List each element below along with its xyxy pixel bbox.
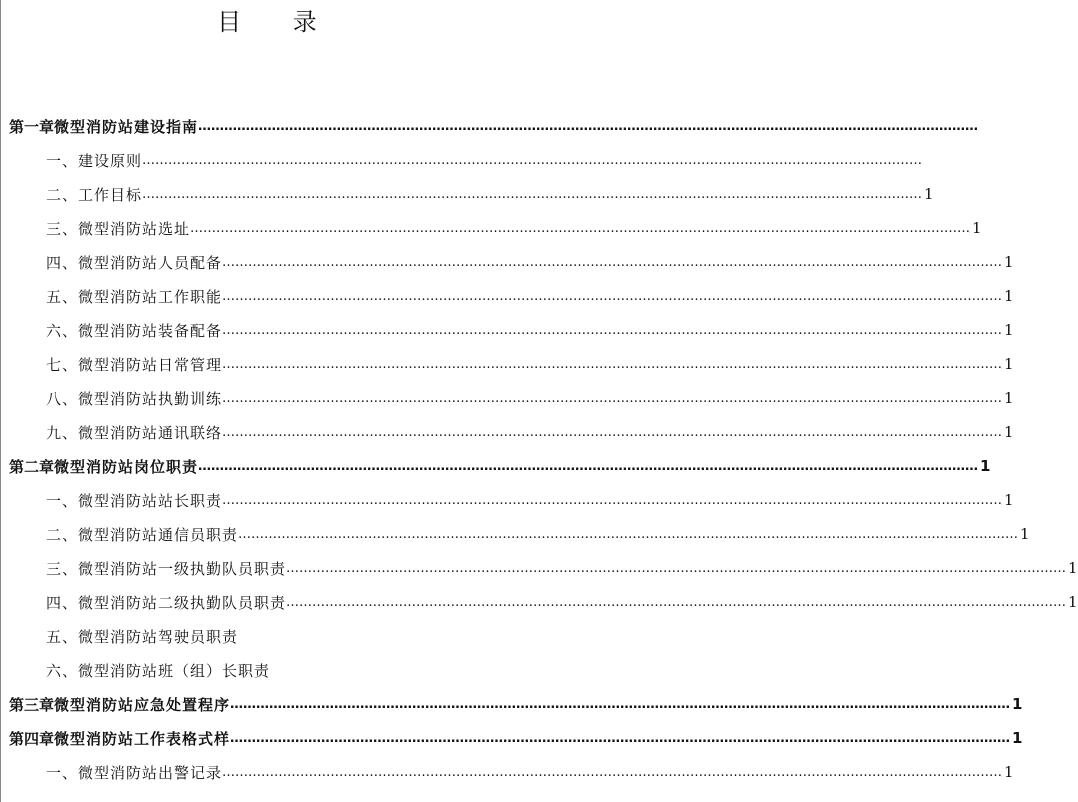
dot-leader: ……………………………………………………………………………………………………………………………………………………………… <box>238 526 1019 542</box>
toc-chapter-entry[interactable] <box>1 449 991 483</box>
toc-section-entry[interactable] <box>1 517 1030 551</box>
entry-title: 四、微型消防站二级执勤队员职责 <box>46 593 287 612</box>
entry-title: 二、微型消防站通信员职责 <box>46 525 239 544</box>
page-number: 1 <box>1004 491 1014 509</box>
dot-leader: ……………………………………………………………………………………………………………………………………………………………… <box>222 424 1003 440</box>
toc-section-entry[interactable] <box>1 653 533 687</box>
dot-leader: ……………………………………………………………………………………………………………………………………………………………… <box>190 220 971 236</box>
dot-leader: ……………………………………………………………………………………………………………………………………………………………… <box>222 390 1003 406</box>
entry-title: 一、微型消防站出警记录 <box>46 763 223 782</box>
chapter-number: 第三章 <box>9 695 55 714</box>
entry-title: 二、工作目标 <box>46 185 143 204</box>
dot-leader: ……………………………………………………………………………………………………………………………………………………………… <box>222 356 1003 372</box>
entry-title: 微型消防站应急处置程序 <box>54 695 231 714</box>
toc-section-entry[interactable] <box>1 415 1014 449</box>
toc-section-entry[interactable] <box>1 755 1014 789</box>
entry-title: 三、微型消防站一级执勤队员职责 <box>46 559 287 578</box>
dot-leader: ……………………………………………………………………………………………………………………………………………………………… <box>286 594 1067 610</box>
entry-title: 微型消防站工作表格式样 <box>54 729 231 748</box>
toc-section-entry[interactable] <box>1 143 923 177</box>
dot-leader: ……………………………………………………………………………………………………………………………………………………………… <box>198 458 979 474</box>
entry-title: 五、微型消防站驾驶员职责 <box>46 627 239 646</box>
entry-title: 微型消防站岗位职责 <box>54 457 199 476</box>
page-number: 1 <box>1068 559 1078 577</box>
page-number: 1 <box>1068 593 1078 611</box>
entry-title: 四、微型消防站人员配备 <box>46 253 223 272</box>
dot-leader: ……………………………………………………………………………………………………………………………………………………………… <box>222 322 1003 338</box>
entry-title: 九、微型消防站通讯联络 <box>46 423 223 442</box>
toc-section-entry[interactable] <box>1 211 982 245</box>
entry-title: 微型消防站建设指南 <box>54 117 199 136</box>
toc-section-entry[interactable] <box>1 347 1014 381</box>
dot-leader: ……………………………………………………………………………………………………………………………………………………………… <box>222 492 1003 508</box>
toc-section-entry[interactable] <box>1 381 1014 415</box>
entry-title: 六、微型消防站装备配备 <box>46 321 223 340</box>
dot-leader: ……………………………………………………………………………………………………………………………………………………………… <box>230 696 1011 712</box>
entry-title: 三、微型消防站选址 <box>46 219 191 238</box>
chapter-number: 第一章 <box>9 117 55 136</box>
page-number: 1 <box>1004 423 1014 441</box>
toc-chapter-entry[interactable] <box>1 687 1023 721</box>
toc-chapter-entry[interactable] <box>1 109 979 143</box>
toc-section-entry[interactable] <box>1 483 1014 517</box>
page-number: 1 <box>1012 729 1023 747</box>
table-of-contents <box>1 109 1078 789</box>
toc-section-entry[interactable] <box>1 619 533 653</box>
page-number: 1 <box>1004 287 1014 305</box>
toc-section-entry[interactable] <box>1 585 1078 619</box>
page-number: 1 <box>1020 525 1030 543</box>
dot-leader: ……………………………………………………………………………………………………………………………………………………………… <box>286 560 1067 576</box>
page-number: 1 <box>1004 253 1014 271</box>
dot-leader: ……………………………………………………………………………………………………………………………………………………………… <box>198 118 979 134</box>
dot-leader: ……………………………………………………………………………………………………………………………………………………………… <box>222 254 1003 270</box>
page-number: 1 <box>972 219 982 237</box>
entry-title: 六、微型消防站班（组）长职责 <box>46 661 271 680</box>
entry-title: 一、建设原则 <box>46 151 143 170</box>
entry-title: 七、微型消防站日常管理 <box>46 355 223 374</box>
page-number: 1 <box>980 457 991 475</box>
page-number: 1 <box>1012 695 1023 713</box>
page-number: 1 <box>1004 763 1014 781</box>
dot-leader: ……………………………………………………………………………………………………………………………………………………………… <box>142 152 923 168</box>
entry-title: 五、微型消防站工作职能 <box>46 287 223 306</box>
toc-section-entry[interactable] <box>1 313 1014 347</box>
page-number: 1 <box>1004 321 1014 339</box>
chapter-number: 第四章 <box>9 729 55 748</box>
dot-leader: ……………………………………………………………………………………………………………………………………………………………… <box>142 186 923 202</box>
entry-title: 一、微型消防站站长职责 <box>46 491 223 510</box>
chapter-number: 第二章 <box>9 457 55 476</box>
page-title: 目 录 <box>217 8 339 36</box>
page-number: 1 <box>924 185 934 203</box>
toc-section-entry[interactable] <box>1 551 1078 585</box>
page-number: 1 <box>1004 389 1014 407</box>
dot-leader: ……………………………………………………………………………………………………………………………………………………………… <box>222 764 1003 780</box>
toc-section-entry[interactable] <box>1 245 1014 279</box>
toc-chapter-entry[interactable] <box>1 721 1023 755</box>
dot-leader: ……………………………………………………………………………………………………………………………………………………………… <box>222 288 1003 304</box>
toc-section-entry[interactable] <box>1 177 934 211</box>
dot-leader: ……………………………………………………………………………………………………………………………………………………………… <box>230 730 1011 746</box>
toc-section-entry[interactable] <box>1 279 1014 313</box>
entry-title: 八、微型消防站执勤训练 <box>46 389 223 408</box>
page-number: 1 <box>1004 355 1014 373</box>
